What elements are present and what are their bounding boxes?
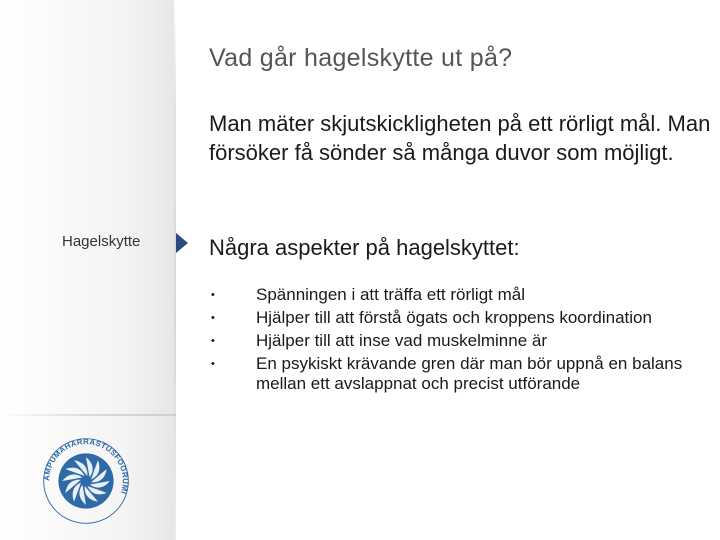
- forum-logo: [40, 435, 132, 527]
- list-item: [209, 354, 689, 394]
- list-item-text: Hjälper till att förstå ögats och kroppens koordination: [256, 308, 652, 327]
- aspects-list: [209, 285, 689, 397]
- intro-text: Man mäter skjutskickligheten på ett rörligt mål. Man försöker få sönder så många duvor som möjligt.: [209, 111, 711, 165]
- bullet-icon: •: [211, 289, 215, 301]
- bullet-icon: •: [211, 358, 215, 370]
- aspects-heading: Några aspekter på hagelskyttet:: [209, 235, 520, 260]
- logo-ring-text: AMPUMAHARRASTUSFOORUMI: [42, 437, 130, 496]
- bullet-icon: •: [211, 335, 215, 347]
- bullet-icon: •: [211, 312, 215, 324]
- slide-title: Vad går hagelskytte ut på?: [209, 44, 513, 72]
- list-item: [209, 331, 689, 351]
- aperture-emblem-icon: [58, 453, 113, 508]
- section-label: Hagelskytte: [62, 233, 141, 250]
- list-item: [209, 308, 689, 328]
- list-item-text: En psykiskt krävande gren där man bör uppnå en balans mellan ett avslappnat och precist utförande: [256, 354, 683, 393]
- list-item-text: Hjälper till att inse vad muskelminne är: [256, 331, 548, 350]
- list-item: [209, 285, 689, 305]
- side-divider: [0, 414, 176, 416]
- section-pointer-icon: [176, 233, 188, 253]
- list-item-text: Spänningen i att träffa ett rörligt mål: [256, 285, 526, 304]
